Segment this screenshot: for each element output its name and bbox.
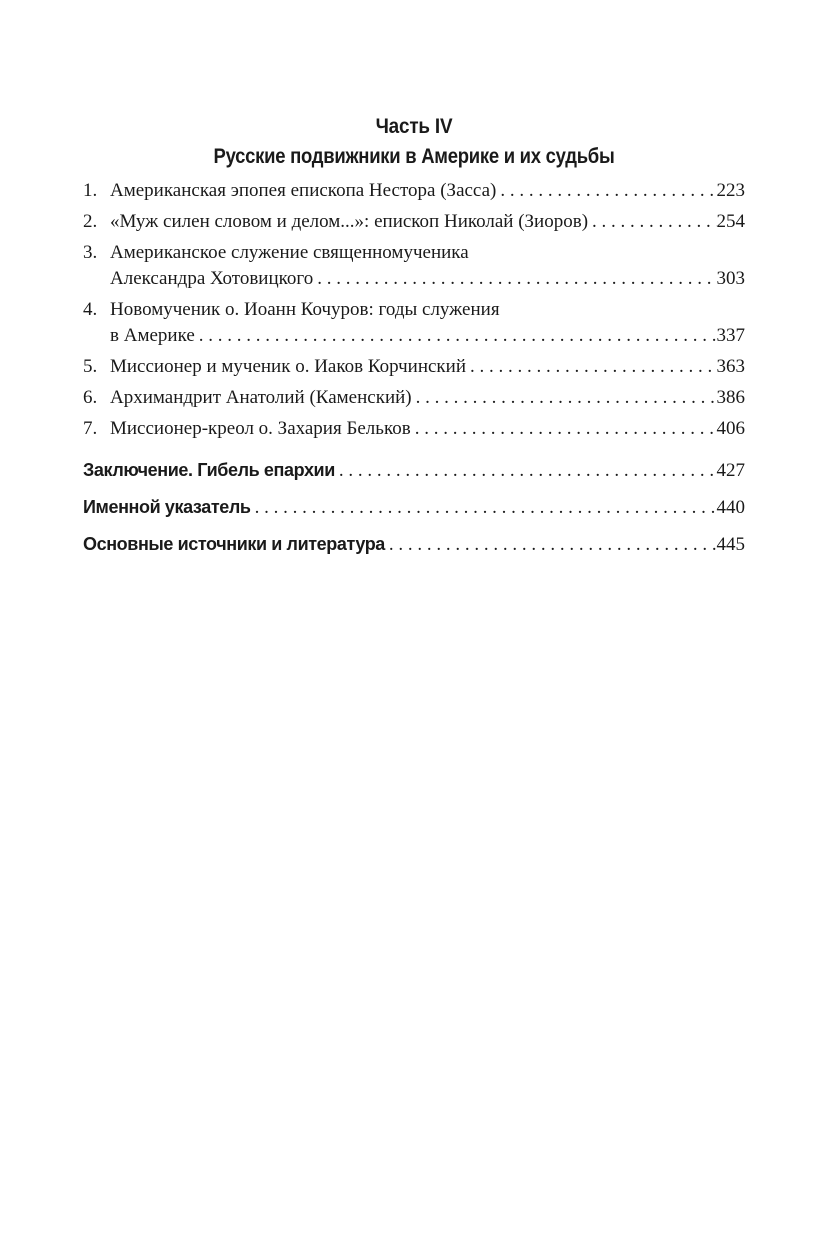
entry-page-number: 254 [716, 211, 745, 232]
entry-page-number: 440 [716, 497, 745, 518]
toc-entry-7[interactable] [83, 416, 745, 442]
entry-page-number: 386 [716, 387, 745, 408]
dot-leader [199, 323, 717, 349]
entry-page-number: 363 [716, 356, 745, 377]
dot-leader [416, 385, 717, 411]
entry-number: 4. [83, 299, 98, 320]
entry-title: «Муж силен словом и делом...»: епископ Николай (Зиоров) [110, 211, 589, 232]
toc-entry-1[interactable] [83, 178, 745, 204]
entry-number: 6. [83, 387, 98, 408]
entry-title-line-1: Новомученик о. Иоанн Кочуров: годы служения [110, 299, 500, 320]
toc-list [83, 178, 745, 558]
entry-page-number: 223 [716, 180, 745, 201]
entry-page-number: 427 [716, 460, 745, 481]
toc-entry-4[interactable] [83, 297, 745, 349]
entry-number: 1. [83, 180, 98, 201]
entry-title-line-2: в Америке [110, 325, 195, 346]
toc-entry-3[interactable] [83, 240, 745, 292]
entry-title: Архимандрит Анатолий (Каменский) [110, 387, 412, 408]
entry-title-line-2: Александра Хотовицкого [110, 268, 314, 289]
dot-leader [500, 178, 716, 204]
part-title: Русские подвижники в Америке и их судьбы [213, 145, 615, 168]
dot-leader [339, 458, 717, 484]
dot-leader [389, 532, 717, 558]
entry-number: 2. [83, 211, 98, 232]
entry-title: Миссионер и мученик о. Иаков Корчинский [110, 356, 466, 377]
entry-page-number: 337 [716, 325, 745, 346]
dot-leader [255, 495, 717, 521]
entry-title: Миссионер-креол о. Захария Бельков [110, 418, 411, 439]
entry-page-number: 445 [716, 534, 745, 555]
toc-entry-sources[interactable] [83, 531, 745, 558]
entry-title: Заключение. Гибель епархии [83, 460, 335, 480]
part-header [83, 112, 745, 172]
entry-number: 3. [83, 242, 98, 263]
toc-entry-6[interactable] [83, 385, 745, 411]
toc-entry-name-index[interactable] [83, 494, 745, 521]
dot-leader [415, 416, 717, 442]
toc-entry-5[interactable] [83, 354, 745, 380]
dot-leader [592, 209, 716, 235]
entry-number: 7. [83, 418, 98, 439]
entry-page-number: 406 [716, 418, 745, 439]
entry-title: Американская эпопея епископа Нестора (Засса) [110, 180, 497, 201]
toc-entry-conclusion[interactable] [83, 457, 745, 484]
dot-leader [317, 266, 716, 292]
part-label: Часть IV [375, 115, 453, 138]
dot-leader [470, 354, 717, 380]
entry-title: Именной указатель [83, 497, 251, 517]
toc-entry-2[interactable] [83, 209, 745, 235]
entry-title: Основные источники и литература [83, 534, 385, 554]
entry-title-line-1: Американское служение священномученика [110, 242, 469, 263]
entry-page-number: 303 [716, 268, 745, 289]
table-of-contents-page [83, 112, 745, 558]
entry-number: 5. [83, 356, 98, 377]
